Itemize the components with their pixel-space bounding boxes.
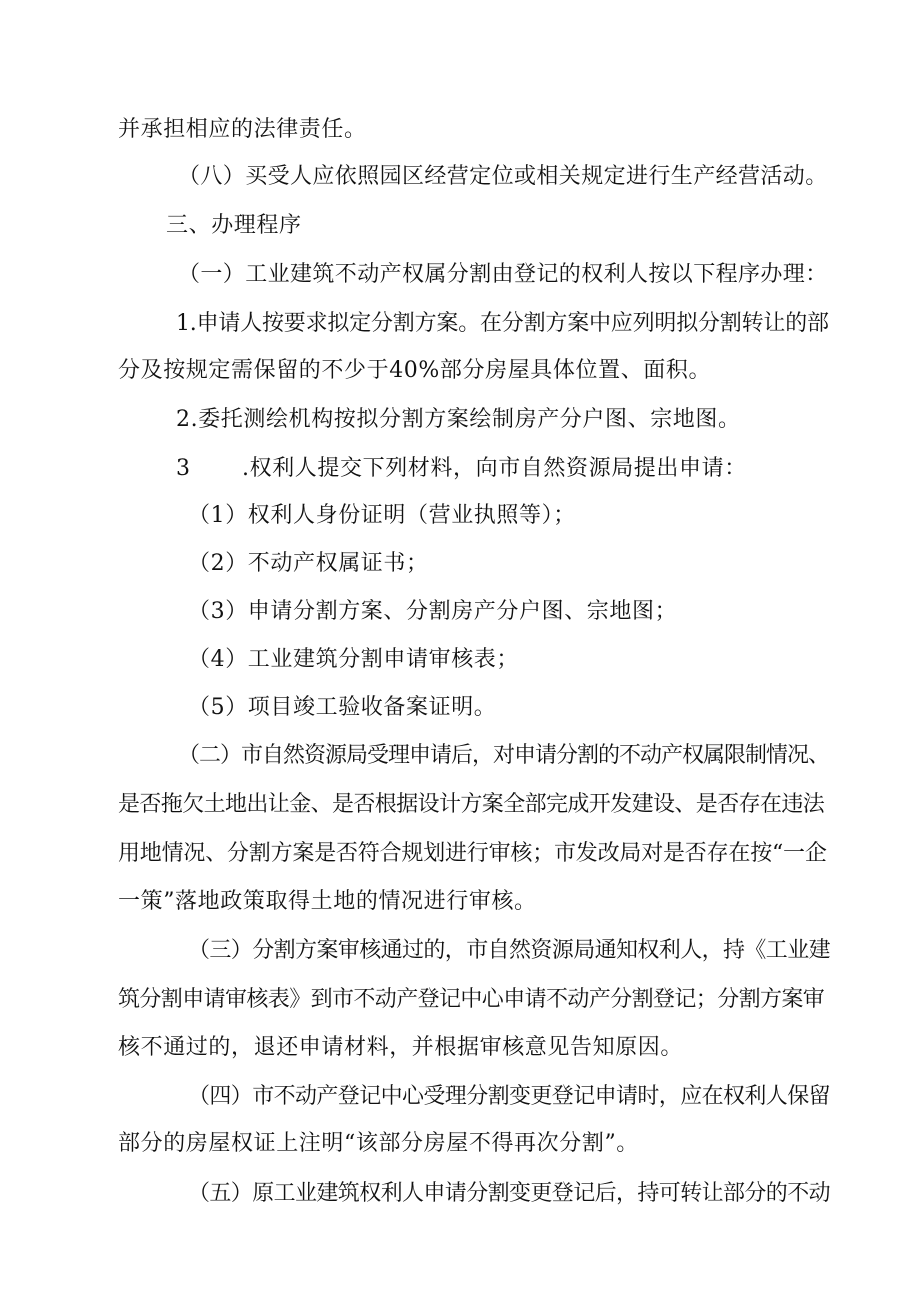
text-line-19: 筑分割申请审核表》到市不动产登记中心申请不动产分割登记；分割方案审 [118,987,825,1012]
text-line-14: （二）市自然资源局受理申请后，对申请分割的不动产权属限制情况、 [178,743,830,768]
text-line-6: 分及按规定需保留的不少于40%部分房屋具体位置、面积。 [118,358,712,383]
material-item-1: （1）权利人身份证明（营业执照等）； [188,503,576,528]
text-line-8: .权利人提交下列材料，向市自然资源局提出申请： [242,456,747,481]
text-line-20: 核不通过的，退还申请材料，并根据审核意见告知原因。 [118,1035,684,1060]
material-item-3: （3）申请分割方案、分割房产分户图、宗地图； [188,599,678,624]
material-item-5: （5）项目竣工验收备案证明。 [188,695,497,720]
material-item-2: （2）不动产权属证书； [188,551,429,576]
text-line-1: 并承担相应的法律责任。 [118,117,367,142]
section-heading-procedure: 三、办理程序 [166,213,302,238]
text-line-7: 2.委托测绘机构按拟分割方案绘制房产分户图、宗地图。 [176,407,741,432]
text-line-17: 一策”落地政策取得土地的情况进行审核。 [118,889,537,914]
text-line-18: （三）分割方案审核通过的，市自然资源局通知权利人，持《工业建 [188,938,831,963]
text-line-22: 部分的房屋权证上注明“该部分房屋不得再次分割”。 [118,1131,639,1156]
text-line-16: 用地情况、分割方案是否符合规划进行审核；市发改局对是否存在按“一企 [118,841,827,866]
text-line-2: （八）买受人应依照园区经营定位或相关规定进行生产经营活动。 [178,164,828,189]
material-item-4: （4）工业建筑分割申请审核表； [188,647,519,672]
text-line-15: 是否拖欠土地出让金、是否根据设计方案全部完成开发建设、是否存在违法 [118,792,825,817]
list-number-3: 3 [176,456,191,481]
text-line-21: （四）市不动产登记中心受理分割变更登记申请时，应在权利人保留 [188,1084,831,1109]
text-line-23: （五）原工业建筑权利人申请分割变更登记后，持可转让部分的不动 [188,1181,831,1206]
text-line-4: （一）工业建筑不动产权属分割由登记的权利人按以下程序办理： [178,262,828,287]
text-line-5: 1.申请人按要求拟定分割方案。在分割方案中应列明拟分割转让的部 [176,311,829,336]
